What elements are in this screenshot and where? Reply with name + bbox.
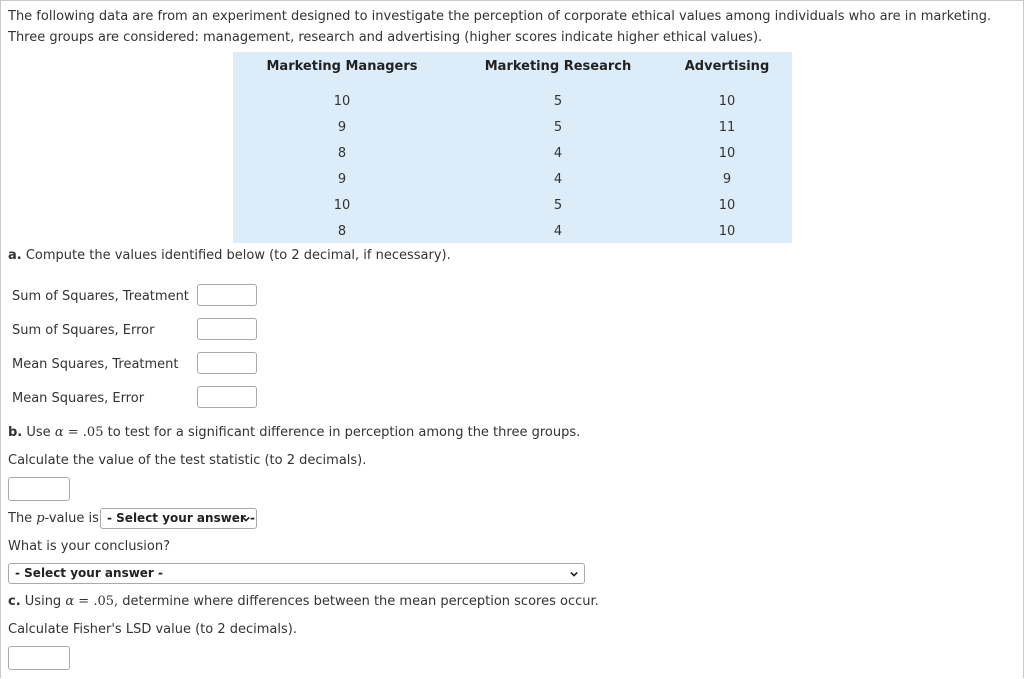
table-cell: 9 — [337, 172, 347, 187]
part-c-prompt: c. Using α = .05, determine where differences between the mean perception scores occur. — [8, 594, 599, 609]
part-c-label: c. — [8, 594, 21, 609]
pvalue-select[interactable]: - Select your answer - — [100, 508, 257, 529]
ss-treatment-input[interactable] — [197, 284, 257, 306]
table-cell: 10 — [718, 146, 736, 161]
alpha-symbol: α — [65, 594, 75, 609]
chevron-down-icon — [242, 515, 250, 523]
ms-error-input[interactable] — [197, 386, 257, 408]
table-cell: 8 — [337, 224, 347, 239]
ms-treatment-input[interactable] — [197, 352, 257, 374]
part-b-label: b. — [8, 425, 23, 440]
table-cell: 10 — [718, 198, 736, 213]
table-cell: 4 — [553, 172, 563, 187]
table-cell: 4 — [553, 224, 563, 239]
table-cell: 4 — [553, 146, 563, 161]
test-statistic-input[interactable] — [8, 477, 70, 501]
table-cell: 10 — [333, 198, 351, 213]
column-header-managers: Marketing Managers — [266, 59, 418, 74]
lsd-input[interactable] — [8, 646, 70, 670]
table-cell: 10 — [718, 94, 736, 109]
ms-treatment-label: Mean Squares, Treatment — [12, 357, 179, 372]
table-cell: 5 — [553, 94, 563, 109]
part-b-prompt: b. Use α = .05 to test for a significant difference in perception among the three groups. — [8, 425, 581, 440]
ss-error-label: Sum of Squares, Error — [12, 323, 155, 338]
table-cell: 10 — [333, 94, 351, 109]
table-cell: 5 — [553, 198, 563, 213]
part-a-label: a. — [8, 248, 22, 263]
chevron-down-icon — [570, 570, 578, 578]
ss-error-input[interactable] — [197, 318, 257, 340]
table-cell: 5 — [553, 120, 563, 135]
pvalue-prompt: The p-value is — [8, 511, 99, 526]
test-statistic-prompt: Calculate the value of the test statistic (to 2 decimals). — [8, 453, 367, 468]
ss-treatment-label: Sum of Squares, Treatment — [12, 289, 189, 304]
conclusion-select[interactable]: - Select your answer - — [8, 563, 585, 584]
conclusion-prompt: What is your conclusion? — [8, 539, 170, 554]
part-a-text: Compute the values identified below (to 2 decimal, if necessary). — [25, 248, 451, 263]
problem-intro: The following data are from an experiment designed to investigate the perception of corporate ethical values among individuals who are in marketing. Three groups are considered: management, research and advertising (higher scores indicate higher ethical values). — [8, 9, 992, 45]
part-a-prompt — [8, 248, 451, 263]
ms-error-label: Mean Squares, Error — [12, 391, 145, 406]
column-header-advertising: Advertising — [684, 59, 770, 74]
table-cell: 11 — [718, 120, 736, 135]
alpha-symbol: α — [54, 425, 64, 440]
lsd-prompt: Calculate Fisher's LSD value (to 2 decimals). — [8, 622, 297, 637]
table-cell: 9 — [337, 120, 347, 135]
table-cell: 9 — [722, 172, 732, 187]
table-cell: 8 — [337, 146, 347, 161]
table-cell: 10 — [718, 224, 736, 239]
column-header-research: Marketing Research — [484, 59, 632, 74]
